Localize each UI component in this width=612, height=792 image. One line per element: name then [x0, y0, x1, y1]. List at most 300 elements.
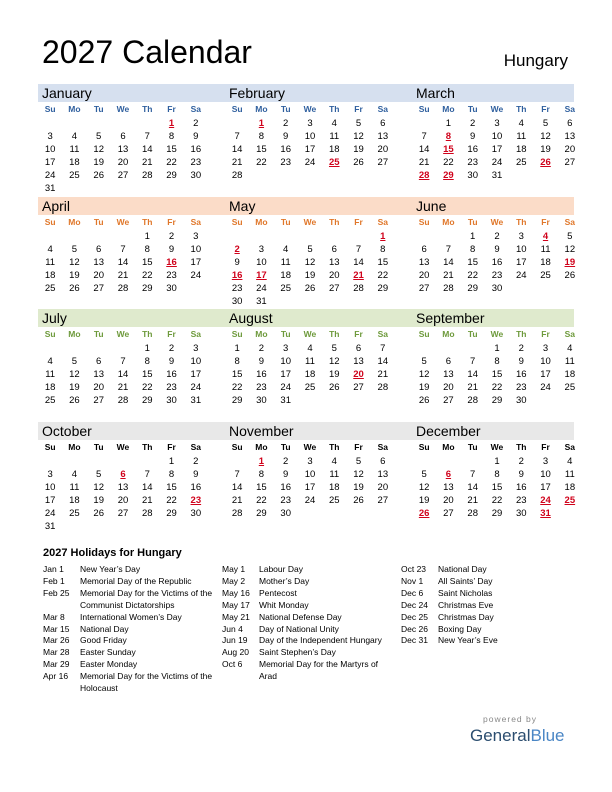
- day-cell: 12: [304, 256, 316, 268]
- week-row: [412, 117, 582, 130]
- day-cell: 19: [418, 494, 430, 506]
- holiday-item: [401, 635, 573, 647]
- weekday-label: Su: [231, 441, 243, 452]
- week-row: [38, 342, 208, 355]
- day-cell: 30: [166, 395, 177, 406]
- empty-day: [38, 117, 62, 130]
- day-cell: 25: [328, 494, 340, 506]
- empty-day: [62, 182, 86, 195]
- weekday-label: Tu: [93, 216, 104, 227]
- holiday-day-cell: 24: [540, 494, 551, 506]
- weekday-label: Tu: [93, 441, 104, 452]
- weekday-label: Th: [516, 441, 527, 452]
- brand-name: [470, 726, 570, 746]
- week-row: [412, 130, 582, 143]
- day-cell: 14: [117, 369, 129, 380]
- month-march: [412, 84, 582, 182]
- empty-day: [509, 282, 533, 295]
- weekday-label: Tu: [280, 329, 291, 339]
- day-cell: 1: [494, 343, 500, 354]
- day-cell: 2: [283, 455, 289, 467]
- day-cell: 26: [93, 507, 104, 519]
- day-cell: 10: [256, 256, 267, 268]
- day-cell: 24: [44, 170, 56, 181]
- day-cell: 9: [193, 468, 199, 480]
- empty-day: [298, 394, 322, 407]
- empty-day: [412, 455, 436, 468]
- day-cell: 10: [540, 356, 551, 367]
- weekday-header: [38, 102, 208, 117]
- day-cell: 8: [258, 468, 265, 480]
- weekday-label: We: [490, 441, 504, 452]
- month-name: October: [42, 422, 92, 439]
- day-cell: 21: [377, 369, 389, 380]
- day-cell: 16: [467, 144, 478, 155]
- weekday-label: We: [116, 441, 130, 452]
- empty-day: [298, 295, 322, 308]
- day-cell: 21: [467, 494, 478, 506]
- week-row: [225, 368, 395, 381]
- week-row: [225, 143, 395, 156]
- empty-day: [322, 507, 346, 520]
- holiday-name: New Year’s Eve: [438, 635, 498, 646]
- day-cell: 9: [234, 256, 240, 268]
- day-cell: 11: [280, 256, 291, 268]
- holiday-column: [222, 564, 394, 683]
- day-cell: 16: [280, 481, 291, 493]
- holiday-item: [401, 624, 573, 636]
- month-name: January: [42, 85, 92, 101]
- holiday-name: Day of the Independent Hungary: [259, 635, 382, 646]
- day-cell: 3: [283, 343, 289, 354]
- holiday-name: National Day: [80, 623, 129, 634]
- day-cell: 15: [166, 481, 177, 493]
- day-cell: 8: [380, 243, 386, 255]
- day-cell: 29: [377, 282, 389, 294]
- holiday-item: [43, 564, 215, 576]
- day-cell: 16: [515, 481, 527, 493]
- week-row: [38, 230, 208, 243]
- empty-day: [533, 169, 557, 182]
- day-cell: 16: [190, 481, 202, 493]
- weekday-label: Th: [516, 216, 527, 227]
- day-cell: 13: [443, 481, 454, 493]
- calendar-grid: [38, 84, 574, 544]
- holiday-name: International Women’s Day: [80, 611, 182, 622]
- day-cell: 18: [328, 481, 340, 493]
- day-cell: 5: [421, 468, 427, 480]
- day-cell: 4: [567, 455, 573, 467]
- day-cell: 2: [518, 343, 524, 354]
- day-cell: 24: [304, 494, 316, 506]
- weekday-label: Su: [231, 104, 243, 114]
- holiday-day-cell: 1: [168, 118, 175, 129]
- day-cell: 23: [467, 157, 478, 168]
- day-cell: 29: [166, 170, 177, 181]
- day-cell: 18: [515, 144, 527, 155]
- day-cell: 10: [491, 131, 503, 142]
- weekday-label: Th: [516, 104, 527, 114]
- day-cell: 12: [353, 468, 364, 480]
- day-cell: 14: [377, 356, 389, 367]
- day-cell: 13: [353, 356, 364, 367]
- day-cell: 24: [280, 382, 291, 393]
- weekday-label: Sa: [190, 441, 202, 452]
- day-cell: 6: [380, 118, 386, 129]
- day-cell: 24: [304, 157, 316, 168]
- week-row: [225, 355, 395, 368]
- day-cell: 25: [69, 170, 80, 181]
- weekday-label: Sa: [564, 441, 576, 452]
- holiday-day-cell: 8: [445, 131, 452, 142]
- holiday-day-cell: 1: [380, 230, 386, 242]
- holiday-item: [401, 600, 573, 612]
- day-cell: 19: [418, 382, 430, 393]
- day-cell: 3: [518, 230, 524, 242]
- day-cell: 2: [193, 455, 199, 467]
- day-cell: 3: [307, 455, 313, 467]
- weekday-label: We: [303, 329, 317, 339]
- holiday-name: New Year’s Day: [80, 564, 141, 574]
- empty-day: [322, 295, 346, 308]
- empty-day: [412, 117, 436, 130]
- holiday-day-cell: 6: [120, 468, 126, 480]
- day-cell: 11: [516, 131, 527, 142]
- holiday-date: Oct 6: [222, 659, 243, 670]
- empty-day: [461, 455, 485, 468]
- day-cell: 8: [258, 131, 265, 142]
- day-cell: 19: [69, 382, 80, 393]
- day-cell: 10: [515, 243, 527, 255]
- empty-day: [412, 342, 436, 355]
- weekday-label: Tu: [280, 216, 291, 227]
- day-cell: 6: [96, 356, 102, 367]
- day-cell: 22: [166, 157, 177, 168]
- holiday-day-cell: 21: [353, 269, 364, 281]
- weekday-label: Fr: [167, 329, 176, 339]
- weekday-label: Fr: [541, 216, 550, 227]
- day-cell: 18: [540, 256, 551, 268]
- day-cell: 18: [328, 144, 340, 155]
- weekday-label: Su: [418, 104, 430, 114]
- week-row: [38, 269, 208, 282]
- holiday-day-cell: 15: [443, 144, 454, 155]
- day-cell: 7: [234, 131, 240, 142]
- day-cell: 22: [141, 382, 153, 393]
- week-row: [412, 381, 582, 394]
- day-cell: 22: [166, 494, 177, 506]
- day-cell: 20: [377, 481, 389, 493]
- holiday-date: Dec 26: [401, 623, 428, 634]
- weekday-header: [412, 440, 582, 455]
- day-cell: 3: [258, 243, 265, 255]
- day-cell: 6: [567, 118, 573, 129]
- week-row: [38, 143, 208, 156]
- holiday-item: [43, 647, 215, 659]
- day-cell: 2: [168, 230, 175, 242]
- holiday-date: May 17: [222, 599, 250, 610]
- month-name: November: [229, 422, 294, 439]
- holiday-day-cell: 26: [418, 507, 430, 519]
- empty-day: [38, 455, 62, 468]
- weekday-label: Su: [231, 329, 243, 339]
- day-cell: 22: [377, 269, 389, 281]
- day-cell: 13: [93, 256, 104, 268]
- week-row: [412, 156, 582, 169]
- empty-day: [62, 117, 86, 130]
- weekday-label: We: [490, 329, 504, 339]
- empty-day: [298, 230, 322, 243]
- brand-blue: Blue: [530, 726, 565, 745]
- day-cell: 29: [231, 395, 243, 406]
- day-cell: 24: [190, 269, 202, 281]
- holidays-title: 2027 Holidays for Hungary: [43, 547, 182, 559]
- day-cell: 4: [71, 131, 78, 142]
- holiday-name: Pentecost: [259, 587, 297, 598]
- day-cell: 14: [231, 144, 243, 155]
- day-cell: 7: [234, 468, 240, 480]
- day-cell: 18: [280, 269, 291, 281]
- day-cell: 20: [328, 269, 340, 281]
- weekday-label: Fr: [167, 104, 176, 114]
- quarter-row: [38, 84, 574, 197]
- holiday-item: [222, 564, 394, 576]
- empty-day: [322, 394, 346, 407]
- week-row: [225, 295, 395, 308]
- weekday-label: Su: [44, 216, 56, 227]
- day-cell: 12: [353, 131, 364, 142]
- day-cell: 17: [491, 144, 503, 155]
- day-cell: 12: [564, 243, 576, 255]
- week-row: [38, 481, 208, 494]
- holiday-item: [401, 564, 573, 576]
- empty-day: [184, 182, 208, 195]
- day-cell: 9: [518, 468, 524, 480]
- day-cell: 5: [355, 455, 362, 467]
- week-row: [412, 507, 582, 520]
- empty-day: [558, 169, 582, 182]
- empty-day: [87, 230, 111, 243]
- empty-day: [436, 455, 460, 468]
- day-cell: 1: [445, 118, 452, 129]
- day-cell: 3: [47, 468, 53, 480]
- holiday-name: National Day: [438, 564, 487, 574]
- day-cell: 9: [168, 243, 175, 255]
- weekday-label: Sa: [564, 104, 576, 114]
- day-cell: 30: [256, 395, 267, 406]
- empty-day: [38, 230, 62, 243]
- holiday-name: Day of National Unity: [259, 623, 339, 634]
- holiday-day-cell: 19: [564, 256, 576, 268]
- week-row: [225, 256, 395, 269]
- holiday-item: [43, 624, 215, 636]
- day-cell: 12: [93, 144, 104, 155]
- day-cell: 6: [331, 243, 337, 255]
- holiday-date: May 16: [222, 587, 250, 598]
- day-cell: 20: [117, 494, 129, 506]
- day-cell: 14: [353, 256, 364, 268]
- day-cell: 30: [190, 507, 202, 519]
- day-cell: 2: [518, 455, 524, 467]
- month-name: March: [416, 85, 455, 101]
- empty-day: [62, 455, 86, 468]
- empty-day: [111, 182, 135, 195]
- weekday-label: Mo: [255, 104, 268, 114]
- empty-day: [558, 394, 582, 407]
- empty-day: [225, 230, 249, 243]
- day-cell: 25: [515, 157, 527, 168]
- day-cell: 28: [141, 507, 153, 519]
- weekday-label: Sa: [564, 216, 576, 227]
- day-cell: 23: [166, 382, 177, 393]
- holiday-day-cell: 6: [445, 468, 452, 480]
- week-row: [38, 243, 208, 256]
- day-cell: 12: [69, 256, 80, 268]
- week-row: [38, 394, 208, 407]
- day-cell: 30: [491, 282, 503, 294]
- day-cell: 5: [542, 118, 549, 129]
- day-cell: 15: [491, 369, 503, 380]
- day-cell: 31: [491, 170, 503, 181]
- day-cell: 27: [377, 157, 389, 168]
- day-cell: 8: [470, 243, 476, 255]
- day-cell: 15: [166, 144, 177, 155]
- empty-day: [111, 455, 135, 468]
- day-cell: 30: [515, 507, 527, 519]
- day-cell: 13: [418, 256, 430, 268]
- weekday-label: Th: [329, 104, 340, 114]
- day-cell: 7: [120, 243, 126, 255]
- day-cell: 7: [120, 356, 126, 367]
- day-cell: 11: [69, 144, 80, 155]
- holiday-date: Dec 6: [401, 587, 424, 598]
- day-cell: 12: [418, 481, 430, 493]
- holiday-item: [401, 588, 573, 600]
- weekday-label: We: [303, 216, 317, 227]
- day-cell: 16: [491, 256, 503, 268]
- week-row: [38, 169, 208, 182]
- empty-day: [461, 342, 485, 355]
- weekday-label: Fr: [354, 104, 363, 114]
- day-cell: 14: [467, 481, 478, 493]
- quarter-row: [38, 197, 574, 310]
- day-cell: 28: [117, 395, 129, 406]
- month-july: [38, 309, 208, 407]
- holiday-item: [43, 576, 215, 588]
- week-row: [412, 368, 582, 381]
- holiday-day-cell: 29: [443, 170, 454, 181]
- holiday-item: [43, 659, 215, 671]
- month-may: [225, 197, 395, 308]
- holiday-day-cell: 23: [190, 494, 202, 506]
- day-cell: 26: [93, 170, 104, 181]
- day-cell: 29: [467, 282, 478, 294]
- day-cell: 14: [418, 144, 430, 155]
- day-cell: 21: [117, 382, 129, 393]
- week-row: [225, 269, 395, 282]
- day-cell: 30: [467, 170, 478, 181]
- weekday-label: We: [116, 104, 130, 114]
- day-cell: 15: [377, 256, 389, 268]
- weekday-label: Mo: [68, 104, 81, 114]
- weekday-label: Tu: [467, 216, 478, 227]
- holiday-day-cell: 26: [540, 157, 551, 168]
- weekday-label: We: [303, 104, 317, 114]
- holiday-date: Mar 29: [43, 659, 70, 670]
- day-cell: 11: [329, 468, 340, 480]
- day-cell: 29: [141, 395, 153, 406]
- day-cell: 29: [166, 507, 177, 519]
- day-cell: 25: [280, 282, 291, 294]
- holiday-date: Mar 15: [43, 623, 70, 634]
- holiday-item: [43, 671, 215, 695]
- day-cell: 4: [331, 455, 337, 467]
- holiday-name: Whit Monday: [259, 599, 309, 610]
- day-cell: 9: [258, 356, 265, 367]
- day-cell: 2: [193, 118, 199, 129]
- empty-day: [371, 507, 395, 520]
- weekday-header: [412, 102, 582, 117]
- day-cell: 30: [515, 395, 527, 406]
- weekday-label: Mo: [442, 216, 455, 227]
- day-cell: 1: [144, 230, 150, 242]
- day-cell: 2: [470, 118, 476, 129]
- empty-day: [371, 169, 395, 182]
- day-cell: 14: [141, 144, 153, 155]
- holiday-day-cell: 28: [418, 170, 430, 181]
- holiday-column: [43, 564, 215, 695]
- holiday-day-cell: 2: [234, 243, 240, 255]
- day-cell: 5: [421, 356, 427, 367]
- week-row: [412, 481, 582, 494]
- day-cell: 3: [494, 118, 500, 129]
- empty-day: [135, 182, 159, 195]
- empty-day: [249, 169, 273, 182]
- weekday-label: Sa: [377, 104, 389, 114]
- week-row: [225, 394, 395, 407]
- day-cell: 18: [69, 494, 80, 506]
- brand-logo: [470, 714, 570, 746]
- day-cell: 28: [443, 282, 454, 294]
- week-row: [225, 494, 395, 507]
- weekday-label: Fr: [541, 441, 550, 452]
- day-cell: 11: [45, 256, 56, 268]
- day-cell: 19: [328, 369, 340, 380]
- day-cell: 27: [443, 395, 454, 406]
- day-cell: 20: [443, 494, 454, 506]
- day-cell: 6: [355, 343, 362, 354]
- week-row: [412, 143, 582, 156]
- day-cell: 30: [166, 282, 177, 294]
- day-cell: 17: [44, 494, 56, 506]
- week-row: [38, 468, 208, 481]
- day-cell: 6: [380, 455, 386, 467]
- month-name: February: [229, 85, 286, 101]
- holiday-day-cell: 1: [258, 455, 265, 467]
- day-cell: 26: [69, 282, 80, 294]
- holiday-name: National Defense Day: [259, 611, 342, 622]
- weekday-label: Th: [142, 329, 153, 339]
- day-cell: 7: [144, 131, 150, 142]
- day-cell: 5: [355, 118, 362, 129]
- day-cell: 8: [144, 356, 150, 367]
- day-cell: 24: [540, 382, 551, 393]
- day-cell: 29: [491, 507, 503, 519]
- holiday-item: [222, 612, 394, 624]
- day-cell: 10: [190, 356, 202, 367]
- week-row: [225, 156, 395, 169]
- day-cell: 7: [470, 356, 476, 367]
